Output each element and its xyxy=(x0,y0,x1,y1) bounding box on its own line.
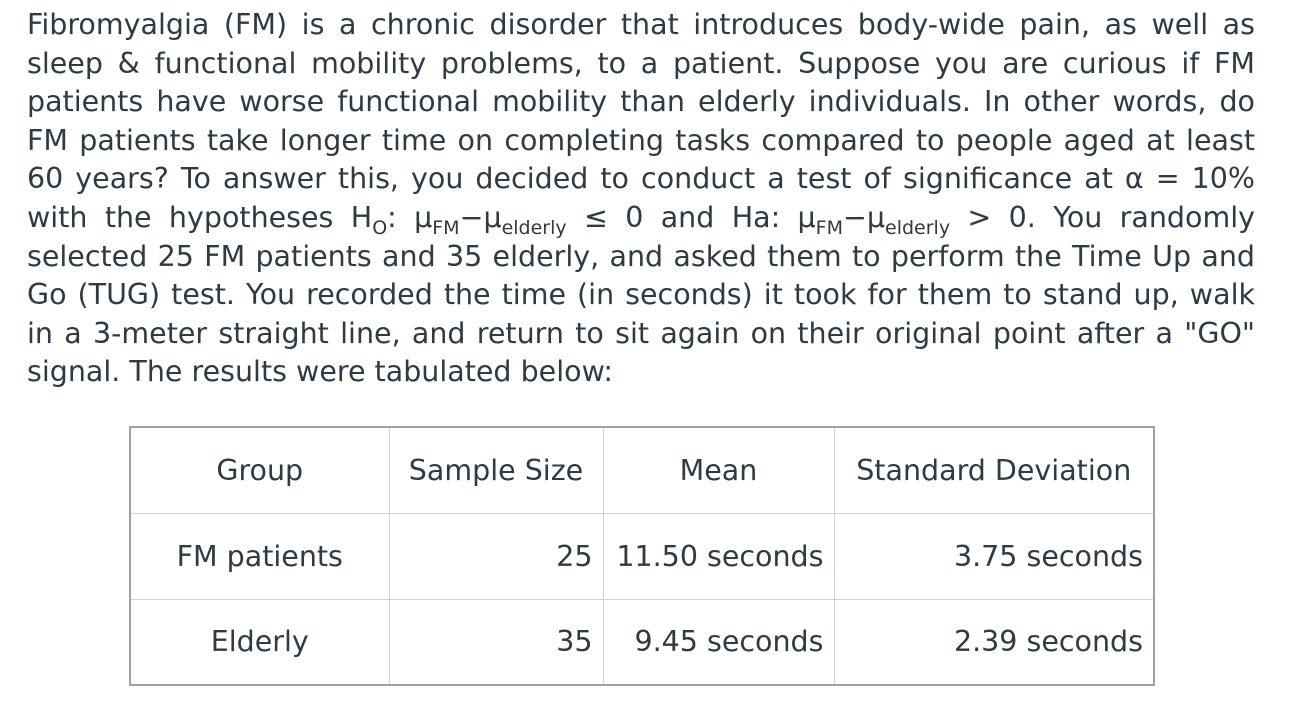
problem-seg-4: ≤ 0 and Ha: μ xyxy=(566,200,816,234)
cell-sample-size: 25 xyxy=(389,513,603,599)
problem-seg-3: −μ xyxy=(459,200,502,234)
header-standard-deviation: Standard Deviation xyxy=(834,427,1154,513)
h0-subscript: O xyxy=(372,216,388,239)
problem-seg-5: −μ xyxy=(843,200,886,234)
header-group: Group xyxy=(130,427,389,513)
problem-text xyxy=(27,6,1255,392)
cell-group: Elderly xyxy=(130,599,389,685)
cell-standard-deviation: 3.75 seconds xyxy=(834,513,1154,599)
elderly-subscript-2: elderly xyxy=(885,216,951,239)
header-sample-size: Sample Size xyxy=(389,427,603,513)
elderly-subscript-1: elderly xyxy=(501,216,567,239)
table-header-row xyxy=(130,427,1154,513)
results-table xyxy=(129,426,1155,686)
problem-seg-1: Fibromyalgia (FM) is a chronic disorder that introduces body-wide pain, as well as sleep & functional mobility problems, to a patient. Suppose you are curious if FM patients have worse functional mobility than elderly individuals. In other words, do FM patients take longer time on completing tasks compared to people aged at least 60 years? To answer this, you decided to conduct a test of significance at α = 10% with the hypotheses H xyxy=(27,8,1255,234)
fm-subscript-2: FM xyxy=(815,216,843,239)
cell-standard-deviation: 2.39 seconds xyxy=(834,599,1154,685)
problem-seg-2: : μ xyxy=(387,200,433,234)
problem-seg-6: > 0. You randomly selected 25 FM patients and 35 elderly, and asked them to perform the Time Up and Go (TUG) test. You recorded the time (in seconds) it took for them to stand up, walk in a 3-meter straight line, and return to sit again on their original point after a "GO" signal. The results were tabulated below: xyxy=(27,200,1255,389)
table-row xyxy=(130,599,1154,685)
header-mean: Mean xyxy=(603,427,834,513)
cell-mean: 11.50 seconds xyxy=(603,513,834,599)
cell-sample-size: 35 xyxy=(389,599,603,685)
cell-mean: 9.45 seconds xyxy=(603,599,834,685)
cell-group: FM patients xyxy=(130,513,389,599)
fm-subscript-1: FM xyxy=(432,216,460,239)
table-row xyxy=(130,513,1154,599)
